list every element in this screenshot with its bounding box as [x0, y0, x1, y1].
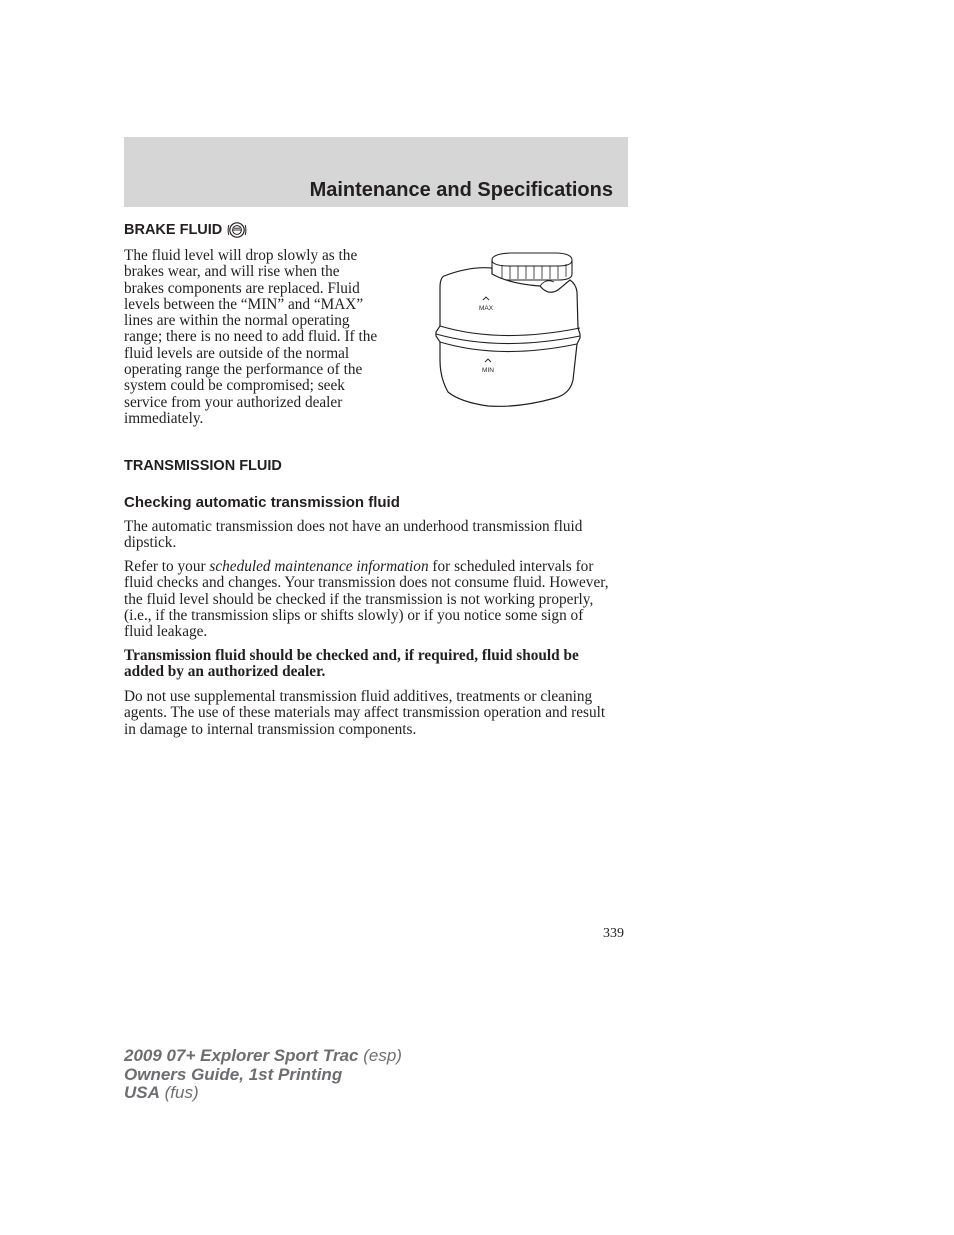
brake-fluid-heading-text: BRAKE FLUID: [124, 222, 223, 238]
fluid-check-text-start: Refer to your: [124, 558, 210, 575]
brake-fluid-heading: [124, 221, 247, 239]
brake-fluid-reservoir-illustration: [430, 248, 590, 414]
footer-model: 2009 07+ Explorer Sport Trac: [124, 1046, 359, 1065]
footer-market: USA: [124, 1083, 160, 1102]
section-header-band: [124, 137, 628, 207]
document-footer: [124, 1047, 402, 1103]
brake-fluid-warning-icon: [227, 221, 247, 239]
fluid-check-paragraph: [124, 559, 614, 640]
checking-transmission-subheading: Checking automatic transmission fluid: [124, 494, 400, 511]
footer-line-2: [124, 1066, 402, 1085]
footer-line-1: [124, 1047, 402, 1066]
footer-printing: Owners Guide, 1st Printing: [124, 1064, 343, 1084]
footer-model-code: (esp): [358, 1046, 402, 1065]
authorized-dealer-warning: Transmission fluid should be checked and, if required, fluid should be added by an authorized dealer.: [124, 647, 579, 681]
transmission-fluid-heading: TRANSMISSION FLUID: [124, 458, 282, 474]
footer-line-3: [124, 1084, 402, 1103]
section-title: Maintenance and Specifications: [309, 179, 613, 201]
brake-fluid-paragraph: The fluid level will drop slowly as the brakes wear, and will rise when the brakes components are replaced. Fluid levels between the “MIN” and “MAX” lines are within the normal operating range; there is no need to add fluid. If the fluid levels are outside of the normal operating range the performance of the system could be compromised; seek service from your authorized dealer immediately.: [124, 247, 378, 427]
reservoir-max-label: MAX: [478, 305, 494, 312]
scheduled-maintenance-reference: scheduled maintenance information: [209, 558, 429, 575]
reservoir-min-label: MIN: [482, 367, 494, 374]
footer-market-code: (fus): [159, 1083, 199, 1102]
dipstick-paragraph: The automatic transmission does not have an underhood transmission fluid dipstick.: [124, 518, 583, 552]
fluid-check-text-end: for scheduled intervals for fluid checks and changes. Your transmission does not consume fluid. However, the fluid level should be checked if the transmission is not working properly, (i.e., if the transmission slips or shifts slowly) or if you notice some sign of fluid leakage.: [124, 558, 609, 641]
page-number: 339: [603, 926, 624, 941]
additives-paragraph: Do not use supplemental transmission fluid additives, treatments or cleaning agents. The use of these materials may affect transmission operation and result in damage to internal transmission components.: [124, 688, 606, 738]
